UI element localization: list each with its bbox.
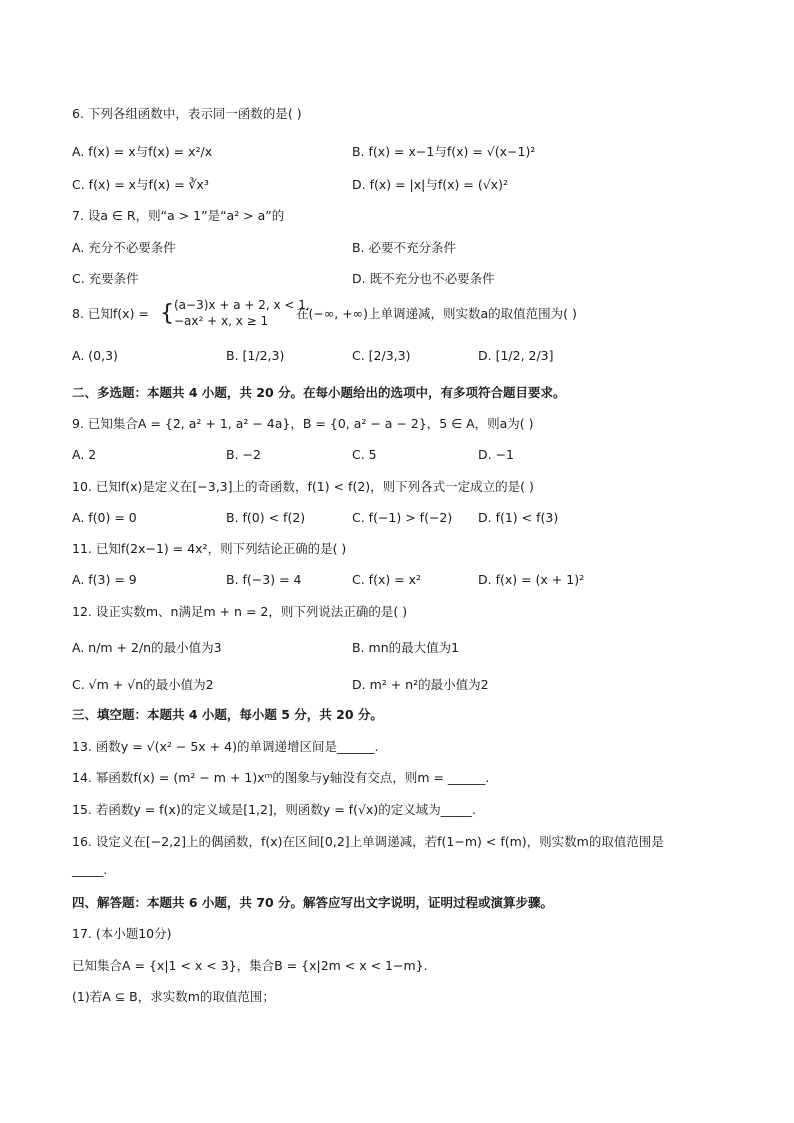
q10-option-d: D. f(1) < f(3) — [478, 510, 559, 525]
q9-option-c: C. 5 — [352, 447, 377, 462]
q8-option-c: C. [2/3,3) — [352, 348, 411, 363]
q12-option-d: D. m² + n²的最小值为2 — [352, 677, 489, 692]
q8-piece-1: (a−3)x + a + 2, x < 1, — [174, 298, 310, 312]
section-fill-in: 三、填空题：本题共 4 小题，每小题 5 分，共 20 分。 — [72, 707, 383, 722]
q12-option-b: B. mn的最大值为1 — [352, 640, 460, 655]
q8-piece-2: −ax² + x, x ≥ 1 — [174, 314, 269, 328]
q7-option-d: D. 既不充分也不必要条件 — [352, 271, 495, 286]
q17-header: 17. (本小题10分) — [72, 926, 172, 941]
q7-option-b: B. 必要不充分条件 — [352, 240, 457, 255]
q12-option-a: A. n/m + 2/n的最小值为3 — [72, 640, 222, 655]
q17-given: 已知集合A = {x|1 < x < 3}，集合B = {x|2m < x < 1−m}. — [72, 958, 428, 973]
q8-stem-suffix: 在(−∞, +∞)上单调递减，则实数a的取值范围为( ) — [296, 306, 577, 321]
q6-option-d: D. f(x) = |x|与f(x) = (√x)² — [352, 177, 508, 192]
q10-option-c: C. f(−1) > f(−2) — [352, 510, 453, 525]
q11-option-d: D. f(x) = (x + 1)² — [478, 572, 585, 587]
q10-option-b: B. f(0) < f(2) — [226, 510, 306, 525]
section-solution: 四、解答题：本题共 6 小题，共 70 分。解答应写出文字说明，证明过程或演算步骤。 — [72, 895, 554, 910]
q8-option-a: A. (0,3) — [72, 348, 118, 363]
q9-option-a: A. 2 — [72, 447, 97, 462]
q11-stem: 11. 已知f(2x−1) = 4x²，则下列结论正确的是( ) — [72, 541, 347, 556]
q16-line-2: _____. — [72, 862, 108, 877]
q10-stem: 10. 已知f(x)是定义在[−3,3]上的奇函数，f(1) < f(2)，则下列各式一定成立的是( ) — [72, 479, 534, 494]
q16-line-1: 16. 设定义在[−2,2]上的偶函数，f(x)在区间[0,2]上单调递减，若f(1−m) < f(m)，则实数m的取值范围是 — [72, 834, 664, 849]
q9-option-d: D. −1 — [478, 447, 514, 462]
q8-option-b: B. [1/2,3) — [226, 348, 285, 363]
q6-option-a: A. f(x) = x与f(x) = x²/x — [72, 144, 213, 159]
q14: 14. 幂函数f(x) = (m² − m + 1)xᵐ的图象与y轴没有交点，则m = ______. — [72, 770, 490, 785]
q12-option-c: C. √m + √n的最小值为2 — [72, 677, 214, 692]
q17-part-1: (1)若A ⊆ B，求实数m的取值范围； — [72, 989, 275, 1004]
q12-stem: 12. 设正实数m、n满足m + n = 2，则下列说法正确的是( ) — [72, 604, 408, 619]
q7-stem: 7. 设a ∈ R，则“a > 1”是“a² > a”的 — [72, 208, 285, 223]
q9-option-b: B. −2 — [226, 447, 261, 462]
q11-option-c: C. f(x) = x² — [352, 572, 422, 587]
q9-stem: 9. 已知集合A = {2, a² + 1, a² − 4a}，B = {0, a² − a − 2}，5 ∈ A，则a为( ) — [72, 416, 534, 431]
q6-option-c: C. f(x) = x与f(x) = ∛x³ — [72, 177, 209, 192]
q8-option-d: D. [1/2, 2/3] — [478, 348, 554, 363]
q7-option-a: A. 充分不必要条件 — [72, 240, 176, 255]
q8-brace: { — [160, 301, 174, 326]
q13: 13. 函数y = √(x² − 5x + 4)的单调递增区间是______. — [72, 739, 379, 754]
q15: 15. 若函数y = f(x)的定义域是[1,2]，则函数y = f(√x)的定义域为_____. — [72, 802, 476, 817]
q10-option-a: A. f(0) = 0 — [72, 510, 137, 525]
q11-option-b: B. f(−3) = 4 — [226, 572, 302, 587]
q6-stem: 6. 下列各组函数中，表示同一函数的是( ) — [72, 106, 302, 121]
q7-option-c: C. 充要条件 — [72, 271, 139, 286]
q6-option-b: B. f(x) = x−1与f(x) = √(x−1)² — [352, 144, 536, 159]
q11-option-a: A. f(3) = 9 — [72, 572, 137, 587]
section-multiple-choice: 二、多选题：本题共 4 小题，共 20 分。在每小题给出的选项中，有多项符合题目要求。 — [72, 385, 566, 400]
q8-stem-prefix: 8. 已知f(x) = — [72, 306, 149, 321]
